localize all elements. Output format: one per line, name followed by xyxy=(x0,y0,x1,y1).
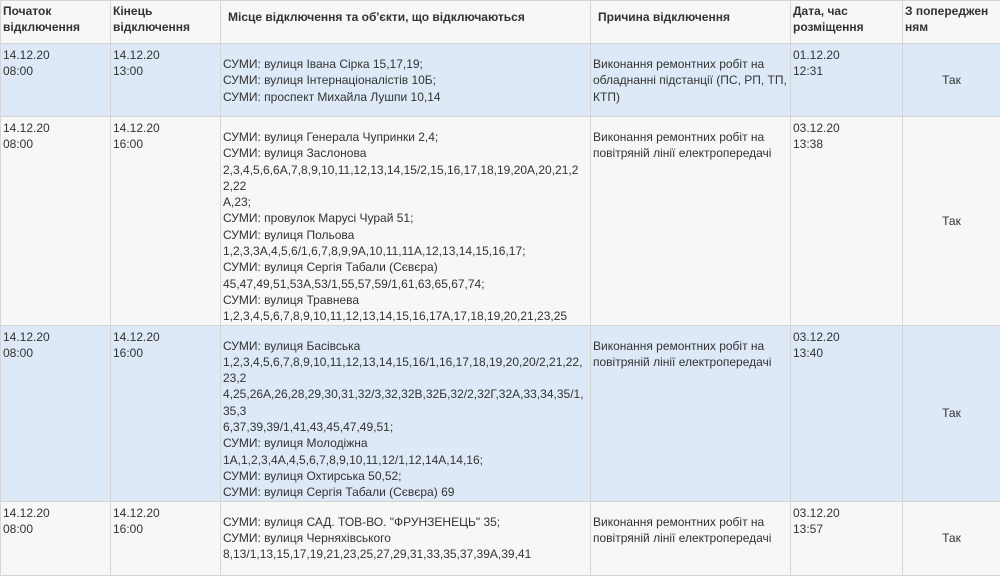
header-warning-line-1: З попереджен xyxy=(905,3,998,19)
location-cell-line: СУМИ: вулиця Сергія Табали (Сєвєра) 69 xyxy=(223,484,588,500)
posted-cell-line: 13:38 xyxy=(793,136,900,152)
location-cell-line: СУМИ: вулиця Інтернаціоналістів 10Б; xyxy=(223,72,588,88)
location-cell-line: 45,47,49,51,53А,53/1,55,57,59/1,61,63,65,67,74; xyxy=(223,276,588,292)
header-reason[interactable] xyxy=(591,1,791,44)
warning-cell: Так xyxy=(903,325,1000,501)
reason-cell xyxy=(591,117,791,326)
location-cell-line: 1,2,3,4,5,6,7,8,9,10,11,12,13,14,15,16,17А,17,18,19,20,21,23,25 xyxy=(223,308,588,324)
location-cell-line: СУМИ: вулиця Охтирська 50,52; xyxy=(223,468,588,484)
header-warning-line-2: ням xyxy=(905,19,998,35)
location-cell-line: 4,25,26А,26,28,29,30,31,32/3,32,32В,32Б,32/2,32Г,32А,33,34,35/1,35,3 xyxy=(223,386,588,419)
end-cell-line: 14.12.20 xyxy=(113,505,218,521)
end-cell xyxy=(111,44,221,117)
table-header-row xyxy=(1,1,1000,44)
location-cell-line: СУМИ: вулиця Басівська xyxy=(223,338,588,354)
posted-cell xyxy=(791,501,903,575)
warning-cell: Так xyxy=(903,117,1000,326)
location-cell-line: 1А,1,2,3,4А,4,5,6,7,8,9,10,11,12/1,12,14А,14,16; xyxy=(223,452,588,468)
end-cell-line: 14.12.20 xyxy=(113,47,218,63)
header-posted-line-1: Дата, час xyxy=(793,3,900,19)
start-cell xyxy=(1,501,111,575)
posted-cell xyxy=(791,325,903,501)
reason-cell-line: повітряній лінії електропередачі xyxy=(593,354,788,370)
header-start-line-2: відключення xyxy=(3,19,108,35)
end-cell-line: 16:00 xyxy=(113,345,218,361)
reason-cell-line: Виконання ремонтних робіт на xyxy=(593,514,788,530)
start-cell-line: 08:00 xyxy=(3,345,108,361)
location-cell-line: СУМИ: вулиця Черняхівського xyxy=(223,530,588,546)
end-cell-line: 16:00 xyxy=(113,521,218,537)
reason-cell xyxy=(591,325,791,501)
end-cell-line: 16:00 xyxy=(113,136,218,152)
reason-cell-line: повітряній лінії електропередачі xyxy=(593,530,788,546)
posted-cell-line: 03.12.20 xyxy=(793,120,900,136)
reason-cell-line: Виконання ремонтних робіт на xyxy=(593,338,788,354)
reason-cell-line: Виконання ремонтних робіт на xyxy=(593,129,788,145)
location-cell-line: СУМИ: вулиця Івана Сірка 15,17,19; xyxy=(223,56,588,72)
location-cell-line: СУМИ: вулиця Польова xyxy=(223,227,588,243)
header-location[interactable] xyxy=(221,1,591,44)
reason-cell-line: КТП) xyxy=(593,89,788,105)
start-cell-line: 14.12.20 xyxy=(3,329,108,345)
end-cell xyxy=(111,117,221,326)
reason-cell-line: Виконання ремонтних робіт на xyxy=(593,56,788,72)
location-cell xyxy=(221,501,591,575)
start-cell-line: 08:00 xyxy=(3,521,108,537)
header-start[interactable] xyxy=(1,1,111,44)
header-warning[interactable] xyxy=(903,1,1000,44)
posted-cell-line: 12:31 xyxy=(793,63,900,79)
location-cell-line: 1,2,3,4,5,6,7,8,9,10,11,12,13,14,15,16/1,16,17,18,19,20,20/2,21,22,23,2 xyxy=(223,354,588,387)
start-cell-line: 14.12.20 xyxy=(3,120,108,136)
posted-cell-line: 03.12.20 xyxy=(793,505,900,521)
table-body xyxy=(1,44,1000,576)
location-cell-line: А,23; xyxy=(223,194,588,210)
posted-cell-line: 03.12.20 xyxy=(793,329,900,345)
posted-cell-line: 01.12.20 xyxy=(793,47,900,63)
location-cell-line: 6,37,39,39/1,41,43,45,47,49,51; xyxy=(223,419,588,435)
table-row xyxy=(1,325,1000,501)
header-posted[interactable] xyxy=(791,1,903,44)
start-cell-line: 08:00 xyxy=(3,63,108,79)
start-cell xyxy=(1,44,111,117)
location-cell-line: 2,3,4,5,6,6А,7,8,9,10,11,12,13,14,15/2,15,16,17,18,19,20А,20,21,22,22 xyxy=(223,162,588,195)
reason-cell-line: обладнанні підстанції (ПС, РП, ТП, xyxy=(593,72,788,88)
location-cell-line: СУМИ: вулиця САД. ТОВ-ВО. "ФРУНЗЕНЕЦЬ" 35; xyxy=(223,514,588,530)
table-row xyxy=(1,501,1000,575)
end-cell xyxy=(111,501,221,575)
start-cell-line: 14.12.20 xyxy=(3,505,108,521)
warning-cell: Так xyxy=(903,501,1000,575)
header-end[interactable] xyxy=(111,1,221,44)
header-end-line-1: Кінець xyxy=(113,3,218,19)
end-cell xyxy=(111,325,221,501)
table-row xyxy=(1,44,1000,117)
header-posted-line-2: розміщення xyxy=(793,19,900,35)
header-location-label: Місце відключення та об'єкти, що відключаються xyxy=(228,10,525,24)
reason-cell xyxy=(591,501,791,575)
location-cell-line: 8,13/1,13,15,17,19,21,23,25,27,29,31,33,35,37,39А,39,41 xyxy=(223,546,588,562)
end-cell-line: 13:00 xyxy=(113,63,218,79)
start-cell xyxy=(1,117,111,326)
location-cell-line: СУМИ: вулиця Сергія Табали (Сєвєра) xyxy=(223,259,588,275)
posted-cell xyxy=(791,44,903,117)
start-cell-line: 08:00 xyxy=(3,136,108,152)
end-cell-line: 14.12.20 xyxy=(113,329,218,345)
warning-cell: Так xyxy=(903,44,1000,117)
reason-cell xyxy=(591,44,791,117)
start-cell xyxy=(1,325,111,501)
header-reason-label: Причина відключення xyxy=(598,10,730,24)
end-cell-line: 14.12.20 xyxy=(113,120,218,136)
reason-cell-line: повітряній лінії електропередачі xyxy=(593,145,788,161)
posted-cell-line: 13:40 xyxy=(793,345,900,361)
location-cell-line: СУМИ: вулиця Заслонова xyxy=(223,145,588,161)
location-cell xyxy=(221,117,591,326)
location-cell xyxy=(221,325,591,501)
location-cell-line: СУМИ: вулиця Молодіжна xyxy=(223,435,588,451)
start-cell-line: 14.12.20 xyxy=(3,47,108,63)
location-cell xyxy=(221,44,591,117)
posted-cell-line: 13:57 xyxy=(793,521,900,537)
header-start-line-1: Початок xyxy=(3,3,108,19)
location-cell-line: СУМИ: вулиця Генерала Чупринки 2,4; xyxy=(223,129,588,145)
location-cell-line: СУМИ: проспект Михайла Лушпи 10,14 xyxy=(223,89,588,105)
location-cell-line: СУМИ: провулок Марусі Чурай 51; xyxy=(223,210,588,226)
header-end-line-2: відключення xyxy=(113,19,218,35)
location-cell-line: СУМИ: вулиця Травнева xyxy=(223,292,588,308)
posted-cell xyxy=(791,117,903,326)
table-row xyxy=(1,117,1000,326)
location-cell-line: 1,2,3,3А,4,5,6/1,6,7,8,9,9А,10,11,11А,12,13,14,15,16,17; xyxy=(223,243,588,259)
